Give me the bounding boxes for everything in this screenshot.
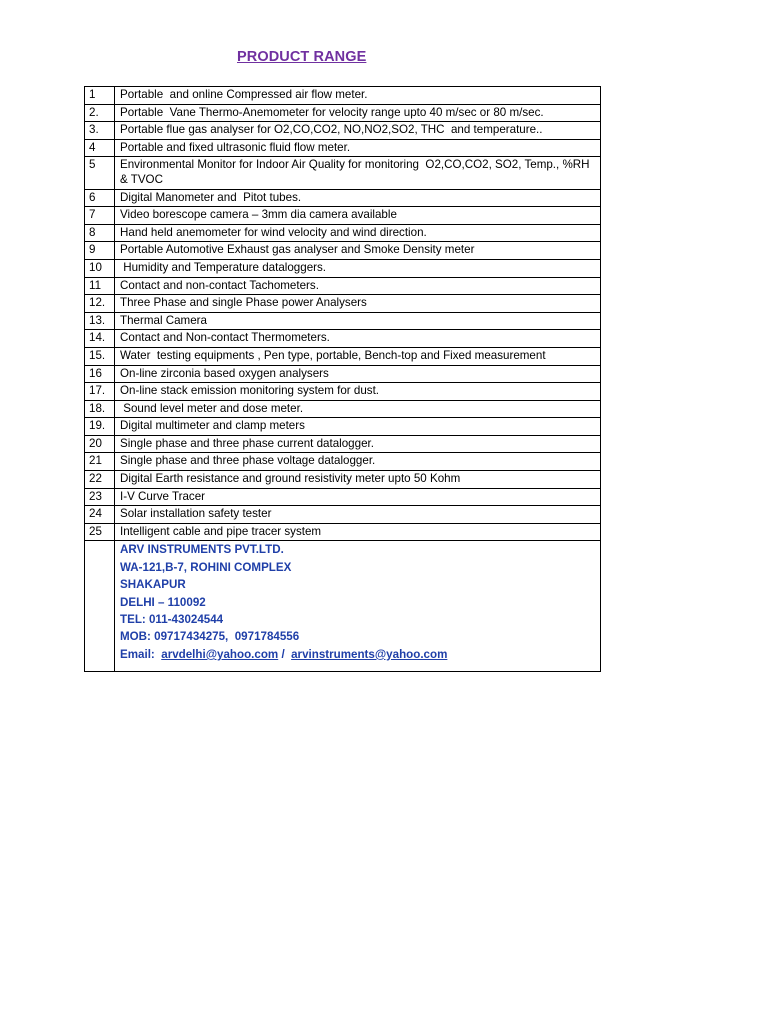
email-link-1[interactable]: arvdelhi@yahoo.com xyxy=(161,647,279,661)
item-description: On-line zirconia based oxygen analysers xyxy=(115,365,601,383)
table-row xyxy=(85,400,601,418)
table-row xyxy=(85,242,601,260)
item-description: Thermal Camera xyxy=(115,312,601,330)
item-description: Hand held anemometer for wind velocity and wind direction. xyxy=(115,224,601,242)
item-description: On-line stack emission monitoring system for dust. xyxy=(115,383,601,401)
item-number: 6 xyxy=(85,189,115,207)
table-row xyxy=(85,435,601,453)
table-row xyxy=(85,189,601,207)
item-number: 8 xyxy=(85,224,115,242)
item-description: Video borescope camera – 3mm dia camera available xyxy=(115,207,601,225)
table-row xyxy=(85,312,601,330)
email-label: Email: xyxy=(120,647,162,661)
item-number: 1 xyxy=(85,87,115,105)
item-number: 25 xyxy=(85,523,115,541)
page-title: PRODUCT RANGE xyxy=(237,49,367,65)
item-number: 3. xyxy=(85,122,115,140)
table-row xyxy=(85,295,601,313)
table-row xyxy=(85,259,601,277)
table-row xyxy=(85,347,601,365)
item-description: Portable flue gas analyser for O2,CO,CO2, NO,NO2,SO2, THC and temperature.. xyxy=(115,122,601,140)
item-number: 22 xyxy=(85,471,115,489)
table-row xyxy=(85,330,601,348)
item-description: Contact and Non-contact Thermometers. xyxy=(115,330,601,348)
item-description: Intelligent cable and pipe tracer system xyxy=(115,523,601,541)
table-row xyxy=(85,277,601,295)
email-separator: / xyxy=(278,647,292,661)
item-description: Digital multimeter and clamp meters xyxy=(115,418,601,436)
item-number: 14. xyxy=(85,330,115,348)
item-description: Contact and non-contact Tachometers. xyxy=(115,277,601,295)
item-description: Solar installation safety tester xyxy=(115,506,601,524)
telephone: TEL: 011-43024544 xyxy=(120,613,224,627)
item-description: Digital Manometer and Pitot tubes. xyxy=(115,189,601,207)
item-number: 7 xyxy=(85,207,115,225)
table-row xyxy=(85,139,601,157)
item-description: Sound level meter and dose meter. xyxy=(115,400,601,418)
address-line-2: SHAKAPUR xyxy=(120,578,186,592)
item-number: 12. xyxy=(85,295,115,313)
item-description: Water testing equipments , Pen type, portable, Bench-top and Fixed measurement xyxy=(115,347,601,365)
item-number: 10 xyxy=(85,259,115,277)
table-row xyxy=(85,471,601,489)
item-number: 11 xyxy=(85,277,115,295)
item-number: 21 xyxy=(85,453,115,471)
item-description: Digital Earth resistance and ground resistivity meter upto 50 Kohm xyxy=(115,471,601,489)
item-description: Single phase and three phase voltage datalogger. xyxy=(115,453,601,471)
contact-number-cell xyxy=(85,541,115,672)
contact-row xyxy=(85,541,601,672)
item-number: 15. xyxy=(85,347,115,365)
item-description: Portable Vane Thermo-Anemometer for velocity range upto 40 m/sec or 80 m/sec. xyxy=(115,104,601,122)
address-line-1: WA-121,B-7, ROHINI COMPLEX xyxy=(120,560,292,574)
table-row xyxy=(85,506,601,524)
contact-block xyxy=(115,541,601,672)
item-description: Three Phase and single Phase power Analysers xyxy=(115,295,601,313)
item-description: I-V Curve Tracer xyxy=(115,488,601,506)
product-range-table xyxy=(84,86,601,672)
email-line xyxy=(120,646,598,663)
item-number: 23 xyxy=(85,488,115,506)
item-number: 20 xyxy=(85,435,115,453)
item-number: 2. xyxy=(85,104,115,122)
table-row xyxy=(85,383,601,401)
table-row xyxy=(85,87,601,105)
city-line: DELHI – 110092 xyxy=(120,595,206,609)
table-row xyxy=(85,224,601,242)
table-row xyxy=(85,122,601,140)
email-link-2[interactable]: arvinstruments@yahoo.com xyxy=(291,647,448,661)
company-name: ARV INSTRUMENTS PVT.LTD. xyxy=(120,543,284,557)
item-number: 13. xyxy=(85,312,115,330)
item-number: 5 xyxy=(85,157,115,189)
table-row xyxy=(85,157,601,189)
mobile: MOB: 09717434275, 0971784556 xyxy=(120,630,300,644)
item-number: 9 xyxy=(85,242,115,260)
item-description: Portable and online Compressed air flow meter. xyxy=(115,87,601,105)
table-row xyxy=(85,418,601,436)
item-description: Portable and fixed ultrasonic fluid flow meter. xyxy=(115,139,601,157)
item-description: Environmental Monitor for Indoor Air Quality for monitoring O2,CO,CO2, SO2, Temp., %RH & TVOC xyxy=(115,157,601,189)
table-row xyxy=(85,523,601,541)
item-description: Single phase and three phase current datalogger. xyxy=(115,435,601,453)
table-row xyxy=(85,207,601,225)
table-row xyxy=(85,453,601,471)
item-number: 4 xyxy=(85,139,115,157)
table-row xyxy=(85,365,601,383)
item-number: 24 xyxy=(85,506,115,524)
table-row xyxy=(85,104,601,122)
item-description: Portable Automotive Exhaust gas analyser and Smoke Density meter xyxy=(115,242,601,260)
table-row xyxy=(85,488,601,506)
item-description: Humidity and Temperature dataloggers. xyxy=(115,259,601,277)
item-number: 18. xyxy=(85,400,115,418)
item-number: 17. xyxy=(85,383,115,401)
item-number: 19. xyxy=(85,418,115,436)
item-number: 16 xyxy=(85,365,115,383)
